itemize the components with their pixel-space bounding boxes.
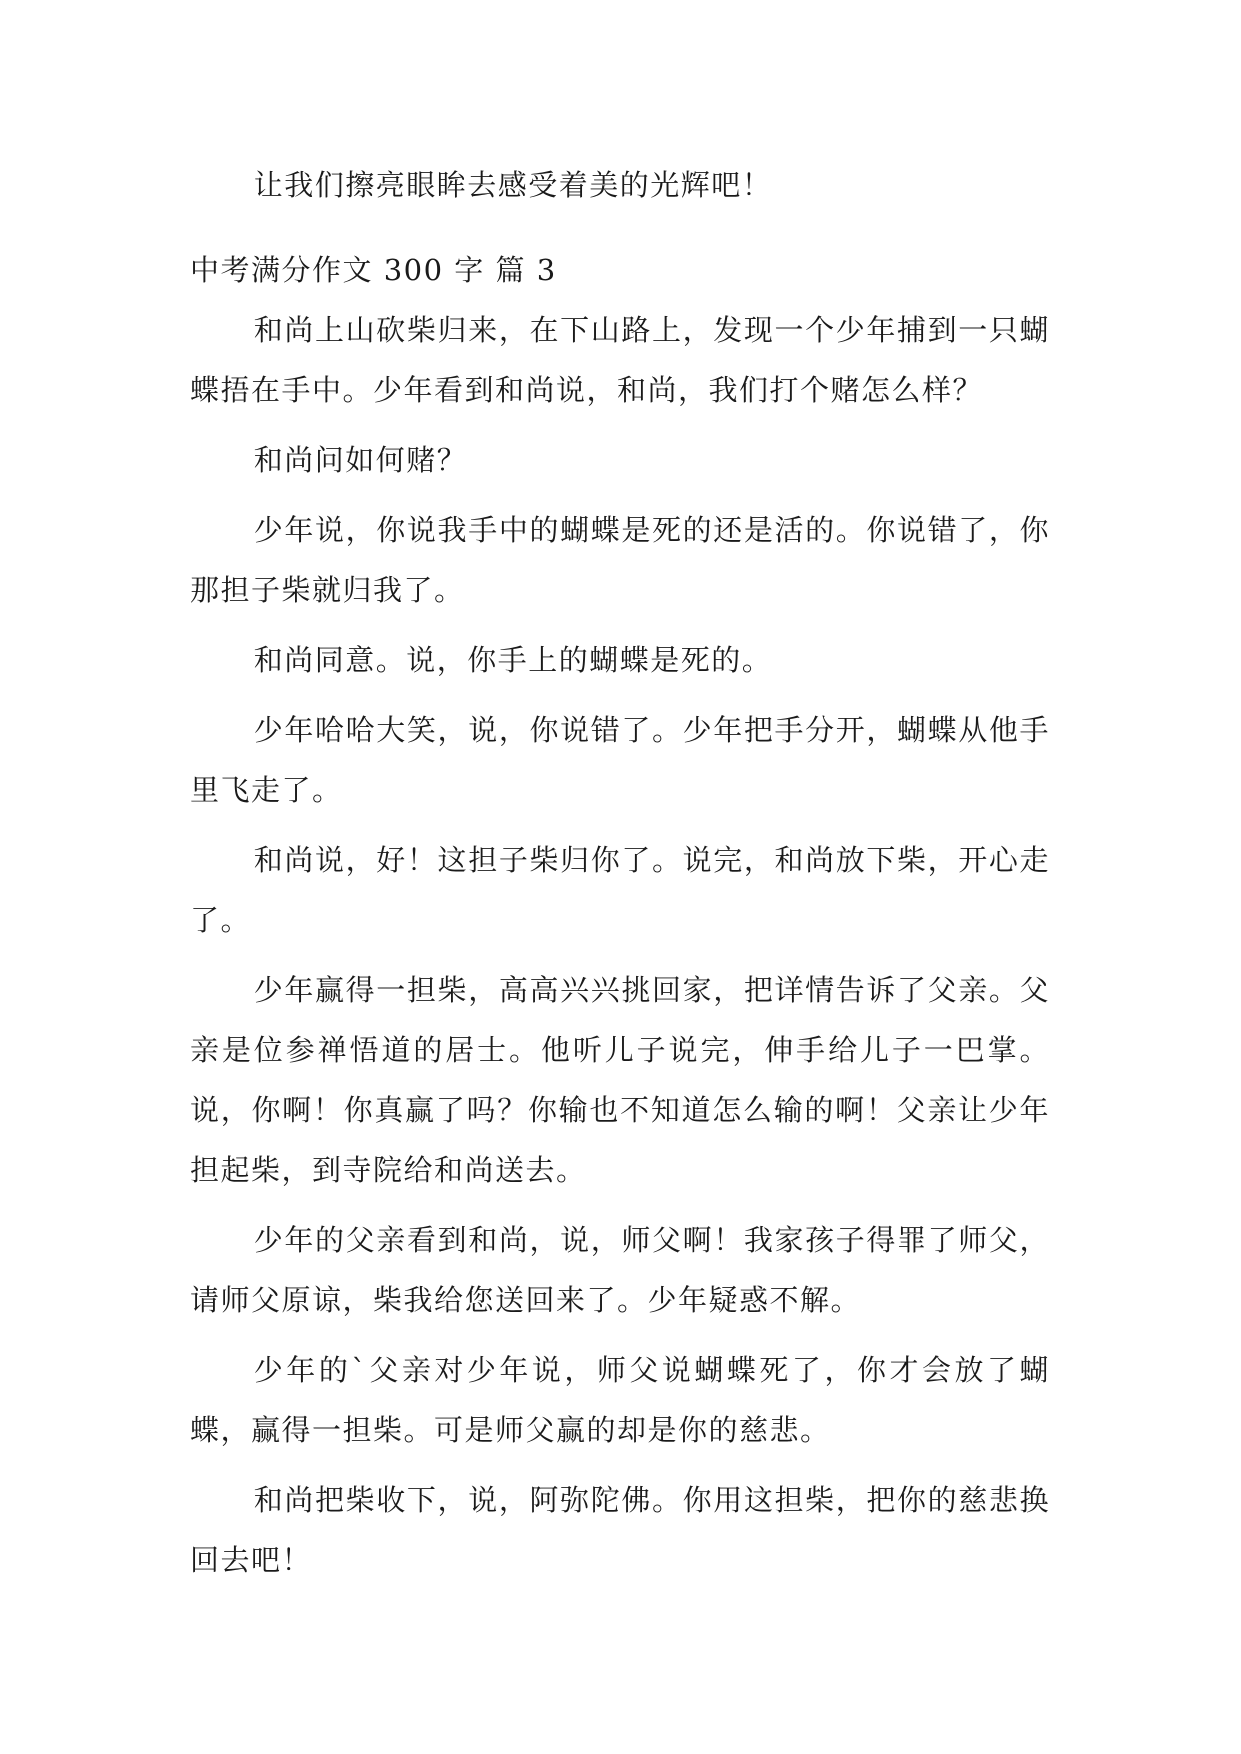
essay-paragraph: 少年赢得一担柴，高高兴兴挑回家，把详情告诉了父亲。父亲是位参禅悟道的居士。他听儿子说完，伸手给儿子一巴掌。说，你啊！你真赢了吗？你输也不知道怎么输的啊！父亲让少年担起柴，到寺院给和尚送去。 [190,973,1050,1187]
essay-paragraph: 和尚把柴收下，说，阿弥陀佛。你用这担柴，把你的慈悲换回去吧！ [190,1483,1050,1577]
essay-paragraph: 少年哈哈大笑，说，你说错了。少年把手分开，蝴蝶从他手里飞走了。 [190,713,1050,807]
essay-paragraph: 和尚上山砍柴归来，在下山路上，发现一个少年捕到一只蝴蝶捂在手中。少年看到和尚说，和尚，我们打个赌怎么样？ [190,313,1050,407]
essay-body [190,300,1050,1600]
essay-paragraph: 和尚同意。说，你手上的蝴蝶是死的。 [253,643,773,677]
essay-paragraph: 少年的`父亲对少年说，师父说蝴蝶死了，你才会放了蝴蝶，赢得一担柴。可是师父赢的却是你的慈悲。 [190,1353,1050,1447]
essay-paragraph: 和尚问如何赌？ [253,443,468,477]
essay-paragraph: 少年的父亲看到和尚，说，师父啊！我家孩子得罪了师父，请师父原谅，柴我给您送回来了。少年疑惑不解。 [190,1223,1050,1317]
section-heading: 中考满分作文 300 字 篇 3 [190,253,557,287]
essay-paragraph: 少年说，你说我手中的蝴蝶是死的还是活的。你说错了，你那担子柴就归我了。 [190,513,1050,607]
intro-paragraph: 让我们擦亮眼眸去感受着美的光辉吧！ [253,168,773,202]
essay-paragraph: 和尚说，好！这担子柴归你了。说完，和尚放下柴，开心走了。 [190,843,1050,937]
